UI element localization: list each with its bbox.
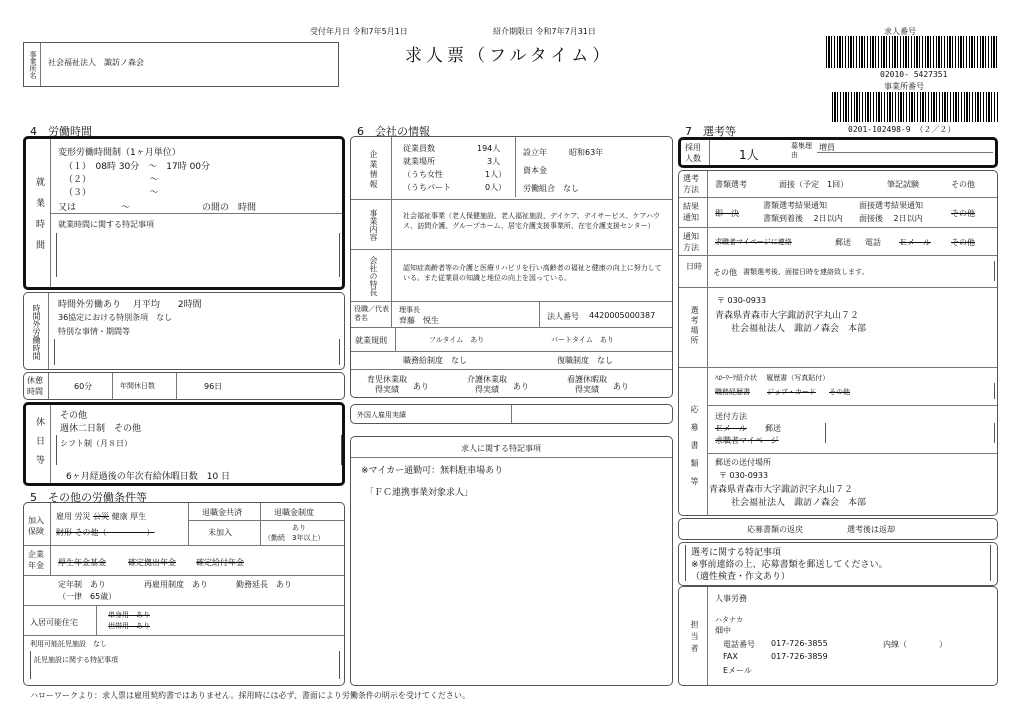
docs-2: 職務経歴書 bbox=[715, 388, 750, 396]
kyosai-value: 未加入 bbox=[208, 528, 232, 537]
office-name-label: 事業所名 bbox=[29, 51, 37, 79]
retirement-age: （一律 65歳） bbox=[58, 592, 117, 601]
childcare-note: 託児施設に関する特記事項 bbox=[34, 656, 118, 664]
holiday-type: その他 bbox=[60, 411, 88, 421]
notify-email: Ｅメール bbox=[899, 238, 931, 247]
received-date: 受付年月日 令和7年5月1日 bbox=[310, 27, 408, 36]
return-box bbox=[678, 518, 998, 540]
working-hours-label: 就業時間 bbox=[34, 177, 44, 261]
tel: 017-726-3855 bbox=[771, 639, 828, 648]
send-mypage: 求職者マイページ bbox=[715, 436, 779, 445]
reemployment: 再雇用制度 あり bbox=[144, 580, 208, 589]
working-hours-box bbox=[23, 136, 345, 290]
pension-3: 確定給付年金 bbox=[196, 558, 244, 567]
care-leave: あり bbox=[513, 382, 529, 391]
paid-leave: 6ヶ月経過後の年次有給休暇日数 10 日 bbox=[66, 472, 231, 482]
hours-special-label: 就業時間に関する特記事項 bbox=[58, 220, 154, 229]
place-zip: 〒 030-0933 bbox=[717, 296, 767, 305]
sel-special-1: ※事前連絡の上、応募書類を郵送してください。 bbox=[691, 560, 888, 570]
result-interview-days: 面接後 2日以内 bbox=[859, 214, 923, 223]
hours-alt: 又は ～ の間の 時間 bbox=[58, 203, 257, 213]
method-label: 選考方法 bbox=[683, 174, 699, 194]
emp-site-label: 就業場所 bbox=[403, 157, 435, 166]
conditions-box bbox=[23, 502, 345, 686]
reason: 増員 bbox=[819, 143, 835, 152]
foreign-box bbox=[350, 404, 673, 424]
contact-box bbox=[678, 586, 998, 686]
hires: 1人 bbox=[739, 148, 759, 162]
place-addr: 青森県青森市大字諏訪沢字丸山７２ bbox=[715, 311, 860, 321]
emp-female-label: （うち女性 bbox=[403, 170, 443, 179]
special-box bbox=[350, 436, 673, 686]
notify-other: その他 bbox=[951, 238, 975, 247]
break-time: 60分 bbox=[74, 382, 93, 391]
office-no: 0201-102498-9 （２／２） bbox=[848, 125, 956, 134]
special-cond: 特別な事情・期間等 bbox=[58, 327, 130, 336]
send-label: 送付方法 bbox=[715, 412, 747, 421]
office-barcode bbox=[832, 92, 998, 122]
ext-label: 内線（ ） bbox=[883, 640, 947, 649]
docs-4: その他 bbox=[829, 388, 850, 396]
childcare-leave-label: 育児休業取得実績 bbox=[367, 375, 407, 394]
insurance-1: 雇用 労災 公災 健康 厚生 bbox=[56, 512, 147, 521]
agreement: 36協定における特別条項 なし bbox=[58, 313, 173, 322]
return-label: 応募書類の返戻 bbox=[747, 525, 803, 534]
mail-label: Eメール bbox=[723, 666, 752, 675]
holiday-system: 週休二日制 その他 bbox=[60, 424, 142, 434]
emp-female: 1人） bbox=[485, 170, 507, 179]
hires-box bbox=[678, 137, 998, 168]
dest-addr: 青森県青森市大字諏訪沢字丸山７２ bbox=[709, 485, 854, 495]
contact-dept: 人事労務 bbox=[715, 594, 747, 603]
office-no-label: 事業所番号 bbox=[884, 82, 924, 91]
childcare-leave: あり bbox=[413, 382, 429, 391]
childcare: 利用可能託児施設 なし bbox=[30, 640, 107, 648]
result-immediate: 即 決 bbox=[715, 209, 739, 218]
holiday-shift: シフト制（月８日） bbox=[60, 439, 132, 448]
seido-note: （勤続 3年以上） bbox=[264, 534, 325, 542]
return-value: 選考後は返却 bbox=[847, 525, 895, 534]
break-box bbox=[23, 372, 345, 400]
section-7-title: 7 選考等 bbox=[685, 125, 736, 138]
nursing-leave-label: 看護休暇取得実績 bbox=[567, 375, 607, 394]
holidays-label: 休日等 bbox=[34, 416, 44, 474]
hires-label: 採用人数 bbox=[685, 143, 701, 163]
notify-mail: 郵送 bbox=[835, 238, 851, 247]
result-doc: 書類選考結果通知 bbox=[763, 201, 827, 210]
seido-header: 退職金制度 bbox=[274, 508, 314, 517]
special-title: 求人に関する特記事項 bbox=[461, 444, 541, 453]
send-email: Ｅメール bbox=[715, 424, 747, 433]
method-3: 筆記試験 bbox=[887, 180, 919, 189]
result-other: その他 bbox=[951, 209, 975, 218]
contact-kana: ハタナカ bbox=[715, 616, 743, 624]
contact-label: 担当者 bbox=[690, 620, 699, 656]
work-system: 変形労働時間制（1ヶ月単位） bbox=[58, 148, 181, 158]
office-name-box bbox=[23, 42, 339, 87]
union: 労働組合 なし bbox=[523, 184, 579, 193]
tel-label: 電話番号 bbox=[723, 640, 755, 649]
rules-label: 就業規則 bbox=[355, 336, 387, 345]
notify-label: 通知方法 bbox=[683, 232, 699, 252]
date-note: 書類選考後、面接日時を連絡致します。 bbox=[743, 268, 869, 276]
dest-zip: 〒 030-0933 bbox=[719, 471, 769, 480]
biz-label: 事業内容 bbox=[369, 209, 378, 241]
method-4: その他 bbox=[951, 180, 975, 189]
special-2: 「ＦＣ連携事業対象求人」 bbox=[365, 488, 474, 498]
result-doc-days: 書類到着後 2日以内 bbox=[763, 214, 843, 223]
job-pay: 職務給制度 なし bbox=[403, 356, 467, 365]
section-6-title: 6 会社の情報 bbox=[357, 125, 430, 138]
docs-1: ﾊﾛｰﾜｰｸ紹介状 履歴書（写真貼付） bbox=[715, 374, 830, 382]
founded-label: 設立年 bbox=[523, 148, 547, 157]
overtime: 時間外労働あり 月平均 2時間 bbox=[58, 300, 202, 310]
footer-note: ハローワークより：求人票は雇用契約書ではありません。採用時には必ず、書面により労働条件の明示を受けてください。 bbox=[30, 691, 470, 700]
selection-box bbox=[678, 170, 998, 516]
seido-value: あり bbox=[292, 524, 306, 532]
fax: 017-726-3859 bbox=[771, 652, 828, 661]
founded: 昭和63年 bbox=[569, 148, 604, 157]
emp-total: 194人 bbox=[477, 144, 501, 153]
break-label: 休憩時間 bbox=[27, 376, 43, 396]
place-label: 選考場所 bbox=[690, 306, 699, 346]
docs-3: ジョブ・カード bbox=[767, 388, 816, 396]
method-2: 面接（予定 1回） bbox=[779, 180, 849, 189]
docs-label: 応募書類等 bbox=[690, 405, 699, 495]
rules-parttime: パートタイム あり bbox=[551, 336, 614, 344]
job-no: 02010- 5427351 bbox=[880, 70, 948, 79]
insurance-2: 財形 その他（ ） bbox=[56, 528, 155, 537]
rep-label: 役職／代表者名 bbox=[354, 305, 389, 322]
notify-mypage: 求職者マイページに連絡 bbox=[715, 238, 792, 246]
rep-title: 理事長 bbox=[399, 306, 420, 314]
dest-label: 郵送の送付場所 bbox=[715, 458, 771, 467]
retirement: 定年制 あり bbox=[58, 580, 106, 589]
housing-single: 単身用 あり bbox=[108, 611, 150, 619]
dest-org: 社会福祉法人 諏訪ノ森会 本部 bbox=[731, 498, 867, 508]
page-title: 求人票（フルタイム） bbox=[405, 46, 614, 66]
pension-2: 確定拠出年金 bbox=[128, 558, 176, 567]
company-box bbox=[350, 136, 673, 398]
sel-special-title: 選考に関する特記事項 bbox=[691, 548, 782, 558]
rules-fulltime: フルタイム あり bbox=[429, 336, 485, 344]
notify-phone: 電話 bbox=[865, 238, 881, 247]
annual-holidays: 96日 bbox=[204, 382, 223, 391]
method-1: 書類選考 bbox=[715, 180, 747, 189]
rep-name: 齊藤 悦生 bbox=[399, 316, 439, 325]
result-label: 結果通知 bbox=[683, 202, 699, 222]
deadline-date: 紹介期限日 令和7年7月31日 bbox=[493, 27, 596, 36]
fax-label: FAX bbox=[723, 652, 738, 661]
reason-label: 募集理由 bbox=[791, 142, 812, 159]
office-name: 社会福祉法人 諏訪ノ森会 bbox=[48, 58, 144, 67]
biz-content: 社会福祉事業（老人保健施設、老人福祉施設、デイケア、デイサービス、ケアハウス、訪問介護、グループホーム、居宅介護支援事業所、在宅介護支援センター） bbox=[403, 212, 660, 230]
shift-3: （３） ～ bbox=[64, 188, 159, 198]
section-5-title: 5 その他の労働条件等 bbox=[30, 491, 147, 504]
emp-site: 3人 bbox=[487, 157, 501, 166]
extension: 勤務延長 あり bbox=[236, 580, 292, 589]
feature: 認知症高齢者等の介護と医療リハビリを行い高齢者の福祉と健康の向上に努力している。また従業員の知識と地位の向上を図っている。 bbox=[403, 264, 662, 282]
pension-1: 厚生年金基金 bbox=[58, 558, 106, 567]
emp-total-label: 従業員数 bbox=[403, 144, 435, 153]
shift-1: （１） 08時 30分 ～ 17時 00分 bbox=[64, 162, 211, 172]
insurance-label: 加入保険 bbox=[28, 516, 44, 536]
corp-no: 4420005000387 bbox=[589, 311, 656, 320]
hours-special-box bbox=[56, 233, 340, 277]
capital-label: 資本金 bbox=[523, 166, 547, 175]
holidays-box bbox=[23, 402, 345, 486]
result-interview: 面接選考結果通知 bbox=[859, 201, 923, 210]
date-type: その他 bbox=[713, 268, 737, 277]
housing-family: 世帯用 あり bbox=[108, 622, 150, 630]
kigyo-label: 企業情報 bbox=[369, 150, 378, 190]
section-4-title: 4 労働時間 bbox=[30, 125, 92, 138]
place-org: 社会福祉法人 諏訪ノ森会 本部 bbox=[731, 324, 867, 334]
date-label: 日時 bbox=[686, 262, 702, 271]
emp-part-label: （うちパート bbox=[403, 183, 451, 192]
job-barcode bbox=[826, 36, 998, 68]
nursing-leave: あり bbox=[613, 382, 629, 391]
sel-special-box bbox=[678, 542, 998, 586]
feature-label: 会社の特長 bbox=[369, 256, 378, 296]
emp-part: 0人） bbox=[485, 183, 507, 192]
sel-special-2: （適性検査・作文あり） bbox=[691, 572, 791, 582]
kyosai-header: 退職金共済 bbox=[202, 508, 242, 517]
special-1: ※マイカー通勤可：無料駐車場あり bbox=[361, 466, 504, 476]
reinstatement: 復職制度 なし bbox=[557, 356, 613, 365]
job-no-label: 求人番号 bbox=[884, 27, 916, 36]
overtime-box bbox=[23, 292, 345, 370]
send-post: 郵送 bbox=[765, 424, 781, 433]
shift-2: （２） ～ bbox=[64, 175, 159, 185]
overtime-label: 時間外労働時間 bbox=[32, 304, 41, 360]
annual-holidays-label: 年間休日数 bbox=[120, 382, 155, 390]
contact-name: 畑中 bbox=[715, 626, 731, 635]
corp-no-label: 法人番号 bbox=[547, 312, 579, 321]
foreign-label: 外国人雇用実績 bbox=[357, 411, 406, 419]
housing-label: 入居可能住宅 bbox=[30, 618, 78, 627]
care-leave-label: 介護休業取得実績 bbox=[467, 375, 507, 394]
pension-label: 企業年金 bbox=[28, 550, 44, 570]
